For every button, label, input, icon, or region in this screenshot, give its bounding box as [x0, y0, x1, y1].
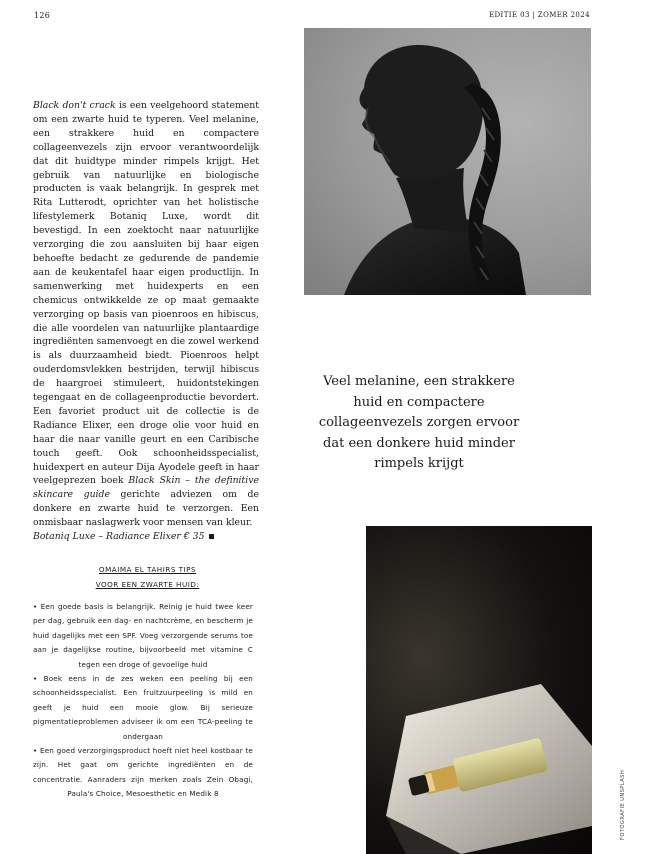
article-intro: Black don't crack: [33, 100, 116, 111]
tips-heading: [40, 562, 255, 592]
tip-item: • Een goed verzorgingsproduct hoeft niet heel kostbaar te zijn. Het gaat om gerichte ingrediënten en de concentratie. Aanraders zijn merken zoals Zein Obagi, Paula's Choice, Mesoesthetic en Medik 8: [33, 746, 253, 799]
tip-item: • Boek eens in de zes weken een peeling bij een schoonheidsspecialist. Een fruitzuurpeeling is mild en geeft je huid een mooie glow. Bij serieuze pigmentatieproblemen adviseer ik om een TCA-peeling te ondergaan: [33, 674, 253, 741]
portrait-illustration: [304, 28, 591, 295]
tips-heading-line-1: OMAIMA EL TAHIRS TIPS: [98, 565, 197, 574]
page-number: 126: [34, 11, 51, 20]
pull-quote: Veel melanine, een strakkere huid en compactere collageenvezels zorgen ervoor dat een donkere huid minder rimpels krijgt: [318, 374, 520, 471]
product-illustration: [366, 526, 592, 854]
product-line: Botaniq Luxe – Radiance Elixer € 35: [33, 531, 205, 543]
tips-list: [33, 600, 253, 802]
article-body: [33, 99, 259, 544]
photo-credit: FOTOGRAFIE UNSPLASH: [620, 769, 626, 840]
article-text-part-2: gerichte adviezen om de donkere en zwarte huid te verzorgen. Een onmisbaar naslagwerk voor mensen van kleur.: [33, 489, 259, 529]
portrait-photo: [304, 28, 591, 295]
tips-heading-line-2: VOOR EEN ZWARTE HUID:: [95, 580, 200, 589]
article-text-part-1: is een veelgehoord statement om een zwarte huid te typeren. Veel melanine, een strakkere huid en compactere collageenvezels zijn ervoor verantwoordelijk dat dit huidtype minder rimpels krijgt. Het gebruik van natuurlijke en biologische producten is vaak belangrijk. In gesprek met Rita Lutterodt, oprichter van het holistische lifestylemerk Botaniq Luxe, wordt dit bevestigd. In een zoektocht naar natuurlijke verzorging die zou aansluiten bij haar eigen behoefte bedacht ze gedurende de pandemie aan de keukentafel haar eigen productlijn. In samenwerking met huidexperts en een chemicus ontwikkelde ze op maat gemaakte verzorging op basis van pioenroos en hibiscus, die alle voordelen van natuurlijke plantaardige ingrediënten samenvoegt en die zowel werkend is als duurzaamheid biedt. Pioenroos helpt ouderdomsvlekken bestrijden, terwijl hibiscus de haargroei stimuleert, huidontstekingen tegengaat en de collageenproductie bevordert. Een favoriet product uit de collectie is de Radiance Elixer, een droge olie voor huid en haar die naar vanille geurt en een Caribische touch geeft. Ook schoonheidsspecialist, huidexpert en auteur Dija Ayodele geeft in haar veelgeprezen boek: [33, 100, 259, 487]
tip-item: • Een goede basis is belangrijk. Reinig je huid twee keer per dag, gebruik een dag- en nachtcrème, en bescherm je huid dagelijks met een SPF. Voeg verzorgende serums toe aan je dagelijkse routine, bijvoorbeeld met vitamine C tegen een droge of gevoelige huid: [33, 602, 253, 669]
end-mark: [209, 534, 214, 539]
edition-label: EDITIE 03 | ZOMER 2024: [489, 11, 590, 19]
product-photo: [366, 526, 592, 854]
book-title: Black Skin – the definitive skincare guide: [33, 475, 259, 501]
